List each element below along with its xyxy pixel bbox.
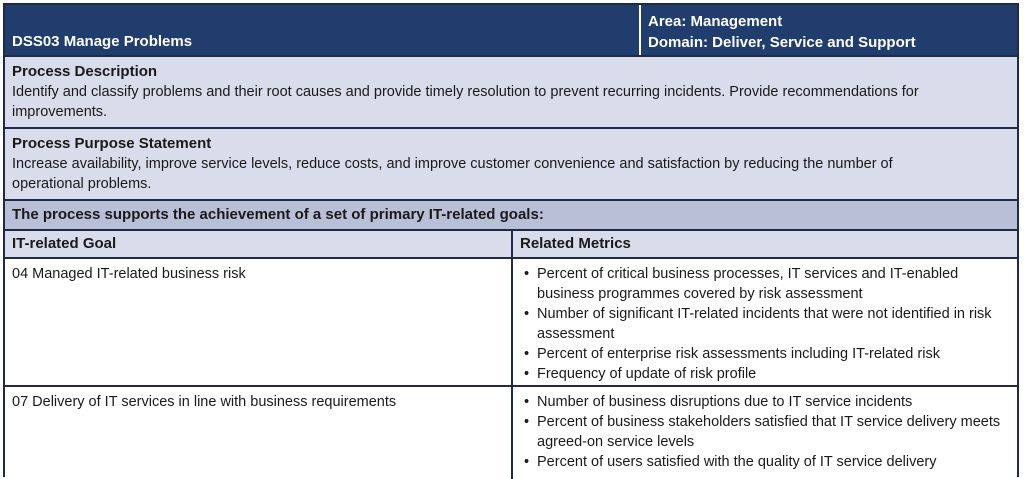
process-header xyxy=(5,5,1017,55)
process-description-text: Identify and classify problems and their root causes and provide timely resolution to prevent recurring incidents. Provide recommendations for improvements. xyxy=(12,84,919,120)
header-divider xyxy=(639,5,641,55)
metric-item: • Percent of enterprise risk assessments including IT-related risk xyxy=(523,344,1010,364)
area-label: Area: Management xyxy=(648,13,783,30)
goal-cell: 04 Managed IT-related business risk xyxy=(5,259,513,387)
goal-cell: 07 Delivery of IT services in line with business requirements xyxy=(5,387,513,479)
column-header-goal: IT-related Goal xyxy=(5,231,513,259)
metric-item: • Percent of users satisfied with the quality of IT service delivery xyxy=(523,452,1010,472)
metrics-list xyxy=(523,264,1010,384)
metric-item: • Percent of business stakeholders satisfied that IT service delivery meets agreed-on service levels xyxy=(523,412,1010,452)
process-description-section xyxy=(5,55,1017,127)
metric-item: • Number of significant IT-related incidents that were not identified in risk assessment xyxy=(523,304,1010,344)
metric-item: • Frequency of update of risk profile xyxy=(523,364,1010,384)
process-purpose-title: Process Purpose Statement xyxy=(12,135,212,152)
process-meta xyxy=(648,11,916,53)
process-purpose-section xyxy=(5,127,1017,199)
process-description-title: Process Description xyxy=(12,63,158,80)
column-header-metrics: Related Metrics xyxy=(513,231,1017,259)
metrics-cell xyxy=(513,259,1017,387)
domain-label: Domain: Deliver, Service and Support xyxy=(648,34,916,51)
metrics-list xyxy=(523,392,1010,472)
metric-item: • Number of business disruptions due to IT service incidents xyxy=(523,392,1010,412)
process-table xyxy=(3,3,1019,477)
process-title: DSS03 Manage Problems xyxy=(12,33,193,50)
metric-item: • Percent of critical business processes, IT services and IT-enabled business programmes covered by risk assessment xyxy=(523,264,1010,304)
metrics-cell xyxy=(513,387,1017,479)
goals-banner: The process supports the achievement of a set of primary IT-related goals: xyxy=(5,199,1017,231)
process-purpose-text: Increase availability, improve service levels, reduce costs, and improve customer convenience and satisfaction by reducing the number of operational problems. xyxy=(12,156,893,192)
